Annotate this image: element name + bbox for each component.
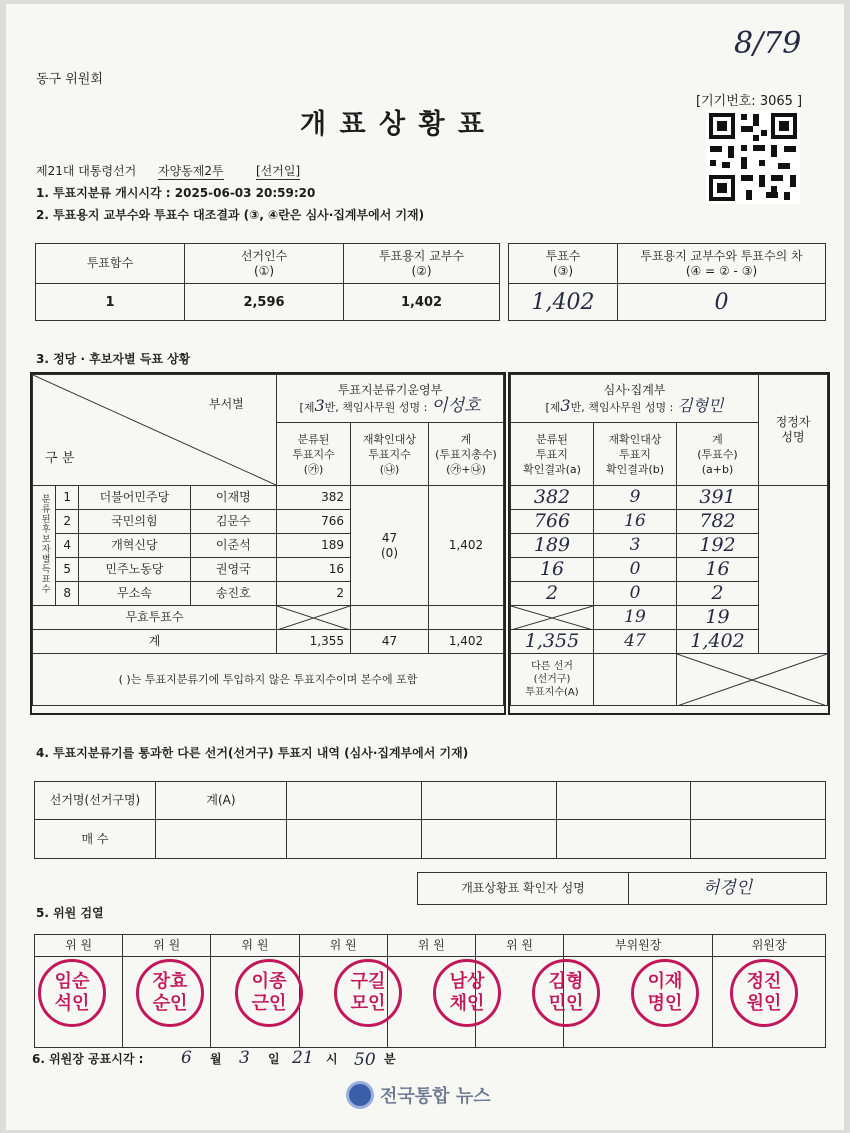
page-number: 8/79 bbox=[734, 26, 802, 61]
row-b: 3 bbox=[594, 534, 677, 558]
sorter-staff-mid: 반, 책임사무원 성명 : bbox=[324, 400, 428, 414]
header-electors-number: (①) bbox=[253, 263, 275, 278]
row-b: 9 bbox=[594, 486, 677, 510]
row-ab: 391 bbox=[677, 486, 759, 510]
member-label: 위 원 bbox=[35, 935, 123, 957]
vice-chair-label: 부위원장 bbox=[564, 935, 713, 957]
member-label: 위 원 bbox=[475, 935, 563, 957]
confirm-table bbox=[417, 872, 827, 905]
row-party: 민주노동당 bbox=[79, 558, 190, 582]
sum-label: 계 bbox=[33, 630, 277, 654]
invalid-empty bbox=[351, 606, 429, 630]
sorter-section bbox=[30, 372, 506, 715]
cross-out-icon bbox=[277, 606, 350, 630]
invalid-label: 무효투표수 bbox=[33, 606, 277, 630]
side-label-text: 분류된후보자별득표수 bbox=[39, 493, 50, 594]
district-name: 자양동제2투 bbox=[158, 164, 224, 178]
blank-cell bbox=[421, 782, 556, 820]
row-candidate: 김문수 bbox=[190, 510, 276, 534]
item-2-heading: 2. 투표용지 교부수와 투표수 대조결과 (③, ④란은 심사·집계부에서 기재) bbox=[36, 208, 425, 222]
row-sorted: 16 bbox=[277, 558, 351, 582]
row-candidate: 이재명 bbox=[190, 486, 276, 510]
review-dept-label: 심사·집계부 bbox=[603, 382, 666, 397]
row-sorted: 382 bbox=[277, 486, 351, 510]
day-unit: 일 bbox=[268, 1052, 280, 1066]
publish-minute: 50 bbox=[354, 1050, 376, 1070]
row-party: 더불어민주당 bbox=[79, 486, 190, 510]
month-unit: 월 bbox=[210, 1052, 222, 1066]
votes-table bbox=[508, 243, 826, 321]
header-r-total: 계 (투표수) (a+b) bbox=[677, 423, 759, 486]
row-sorted: 766 bbox=[277, 510, 351, 534]
row-sorted: 2 bbox=[277, 582, 351, 606]
member-seal: 이종 근인 bbox=[235, 959, 303, 1027]
header-total: 계 (투표지총수) (㉮+㉯) bbox=[429, 423, 504, 486]
header-corrector: 정정자 성명 bbox=[759, 375, 828, 486]
sum-ab: 1,402 bbox=[677, 630, 759, 654]
header-recheck: 재확인대상 투표지수 (㉯) bbox=[351, 423, 429, 486]
review-table bbox=[510, 374, 828, 706]
row-ab: 192 bbox=[677, 534, 759, 558]
qr-code-icon bbox=[706, 110, 800, 204]
other-ballots-value bbox=[594, 654, 677, 706]
header-votes bbox=[509, 244, 618, 284]
publish-hour: 21 bbox=[292, 1048, 314, 1068]
blank-cell bbox=[556, 782, 691, 820]
chair-seal: 정진 원인 bbox=[730, 959, 798, 1027]
header-boxes: 투표함수 bbox=[36, 244, 185, 284]
sorter-table bbox=[32, 374, 504, 706]
confirm-label: 개표상황표 확인자 성명 bbox=[418, 873, 629, 905]
review-staff-prefix: [제 bbox=[545, 400, 561, 414]
row-b: 0 bbox=[594, 582, 677, 606]
invalid-crossed bbox=[277, 606, 351, 630]
watermark-text: 전국통합 뉴스 bbox=[380, 1086, 491, 1107]
review-dept-header bbox=[511, 375, 759, 423]
member-seal: 남상 채인 bbox=[433, 959, 501, 1027]
invalid-empty bbox=[429, 606, 504, 630]
electors-table bbox=[35, 243, 500, 321]
page-title: 개 표 상 황 표 bbox=[300, 109, 487, 140]
recheck-merged bbox=[351, 486, 429, 606]
gubun-label: 구 분 bbox=[45, 451, 75, 466]
sum-total: 1,402 bbox=[429, 630, 504, 654]
minute-unit: 분 bbox=[384, 1052, 396, 1066]
machine-number: [기기번호: 3065 ] bbox=[696, 94, 803, 109]
review-staff-name: 김형민 bbox=[677, 395, 724, 415]
row-no: 1 bbox=[56, 486, 79, 510]
item-4-heading: 4. 투표지분류기를 통과한 다른 선거(선거구) 투표지 내역 (심사·집계부에서 기재) bbox=[36, 746, 469, 760]
side-label bbox=[33, 486, 56, 606]
value-issued: 1,402 bbox=[344, 284, 500, 321]
row-a: 16 bbox=[511, 558, 594, 582]
row-party: 무소속 bbox=[79, 582, 190, 606]
sum-b: 47 bbox=[594, 630, 677, 654]
confirm-signature: 허경인 bbox=[629, 873, 827, 905]
item-1-start-time: 1. 투표지분류 개시시각 : 2025-06-03 20:59:20 bbox=[36, 186, 316, 200]
recheck-paren-value: (0) bbox=[381, 545, 398, 560]
other-ballots-crossed bbox=[677, 654, 828, 706]
header-diff-label: 투표용지 교부수와 투표수의 차 bbox=[640, 248, 803, 263]
row-no: 4 bbox=[56, 534, 79, 558]
value-electors: 2,596 bbox=[185, 284, 344, 321]
member-label: 위 원 bbox=[299, 935, 387, 957]
invalid-ab: 19 bbox=[677, 606, 759, 630]
review-team-number: 3 bbox=[560, 395, 571, 415]
header-sorted: 분류된 투표지수 (㉮) bbox=[277, 423, 351, 486]
sum-a: 1,355 bbox=[511, 630, 594, 654]
diagonal-line bbox=[33, 375, 276, 485]
sum-sorted: 1,355 bbox=[277, 630, 351, 654]
row-candidate: 이준석 bbox=[190, 534, 276, 558]
row-a: 766 bbox=[511, 510, 594, 534]
member-label: 위 원 bbox=[123, 935, 211, 957]
cross-out-icon bbox=[677, 654, 827, 706]
cross-out-icon bbox=[511, 606, 593, 630]
member-label: 위 원 bbox=[211, 935, 299, 957]
sorter-staff-prefix: [제 bbox=[299, 400, 315, 414]
corrector-cell bbox=[759, 486, 828, 654]
blank-cell bbox=[691, 820, 826, 859]
org-name: 동구 위원회 bbox=[36, 72, 103, 87]
document-page bbox=[6, 4, 844, 1130]
header-diff-formula: (④ = ② - ③) bbox=[685, 263, 758, 278]
row-a: 2 bbox=[511, 582, 594, 606]
row-ab: 16 bbox=[677, 558, 759, 582]
member-seal: 장효 순인 bbox=[136, 959, 204, 1027]
row-ab: 782 bbox=[677, 510, 759, 534]
note: ( )는 투표지분류기에 투입하지 않은 투표지수이며 본수에 포함 bbox=[33, 654, 504, 706]
day-label: [선거일] bbox=[256, 164, 301, 178]
total-merged: 1,402 bbox=[429, 486, 504, 606]
blank-cell bbox=[287, 782, 422, 820]
watermark-logo-icon bbox=[346, 1081, 374, 1109]
review-section bbox=[508, 372, 830, 715]
watermark bbox=[346, 1081, 491, 1109]
blank-cell bbox=[421, 820, 556, 859]
sorter-dept-header bbox=[277, 375, 504, 423]
header-issued-label: 투표용지 교부수 bbox=[379, 248, 464, 263]
row-a: 382 bbox=[511, 486, 594, 510]
row-candidate: 권영국 bbox=[190, 558, 276, 582]
row-sorted: 189 bbox=[277, 534, 351, 558]
header-issued-number: (②) bbox=[411, 263, 432, 278]
invalid-r-crossed bbox=[511, 606, 594, 630]
header-electors bbox=[185, 244, 344, 284]
item-6-label: 6. 위원장 공표시각 : bbox=[32, 1052, 144, 1066]
item-3-heading: 3. 정당 · 후보자별 득표 상황 bbox=[36, 352, 191, 366]
recheck-merged-value: 47 bbox=[381, 530, 398, 545]
blank-cell bbox=[156, 820, 287, 859]
review-staff-mid: 반, 책임사무원 성명 : bbox=[570, 400, 674, 414]
row-no: 2 bbox=[56, 510, 79, 534]
election-name: 제21대 대통령선거 bbox=[36, 164, 137, 178]
sorter-dept-label: 투표지분류기운영부 bbox=[337, 382, 443, 397]
value-votes: 1,402 bbox=[509, 284, 618, 321]
sorter-team-number: 3 bbox=[314, 395, 325, 415]
blank-cell bbox=[287, 820, 422, 859]
member-seal: 임순 석인 bbox=[38, 959, 106, 1027]
value-diff: 0 bbox=[618, 284, 826, 321]
chair-label: 위원장 bbox=[713, 935, 826, 957]
row-b: 0 bbox=[594, 558, 677, 582]
header-votes-number: (③) bbox=[552, 263, 574, 278]
other-ballots-table bbox=[34, 781, 826, 859]
row-candidate: 송진호 bbox=[190, 582, 276, 606]
member-seal: 구길 모인 bbox=[334, 959, 402, 1027]
item-5-heading: 5. 위원 검열 bbox=[36, 906, 104, 920]
row-no: 8 bbox=[56, 582, 79, 606]
header-issued bbox=[344, 244, 500, 284]
vice-chair-seal: 이재 명인 bbox=[631, 959, 699, 1027]
member-label: 위 원 bbox=[387, 935, 475, 957]
member-seal: 김형 민인 bbox=[532, 959, 600, 1027]
other-ballots-label: 다른 선거 (선거구) 투표지수(A) bbox=[511, 654, 594, 706]
row-ab: 2 bbox=[677, 582, 759, 606]
header-votes-label: 투표수 bbox=[545, 248, 581, 263]
header-r-recheck: 재확인대상 투표지 확인결과(b) bbox=[594, 423, 677, 486]
invalid-b: 19 bbox=[594, 606, 677, 630]
header-electors-label: 선거인수 bbox=[240, 248, 288, 263]
dept-label: 부서별 bbox=[209, 397, 244, 411]
sorter-staff-name: 이성호 bbox=[431, 395, 481, 416]
sum-recheck: 47 bbox=[351, 630, 429, 654]
value-boxes: 1 bbox=[36, 284, 185, 321]
publish-month: 6 bbox=[181, 1048, 192, 1068]
blank-cell bbox=[691, 782, 826, 820]
header-diff bbox=[618, 244, 826, 284]
row-party: 국민의힘 bbox=[79, 510, 190, 534]
corner-cell bbox=[33, 375, 277, 486]
row-party: 개혁신당 bbox=[79, 534, 190, 558]
hour-unit: 시 bbox=[326, 1052, 338, 1066]
row-no: 5 bbox=[56, 558, 79, 582]
count-label: 매 수 bbox=[35, 820, 156, 859]
blank-cell bbox=[556, 820, 691, 859]
header-r-sorted: 분류된 투표지 확인결과(a) bbox=[511, 423, 594, 486]
publish-day: 3 bbox=[239, 1048, 250, 1068]
header-election-name: 선거명(선거구명) bbox=[35, 782, 156, 820]
header-total-a: 계(A) bbox=[156, 782, 287, 820]
row-b: 16 bbox=[594, 510, 677, 534]
row-a: 189 bbox=[511, 534, 594, 558]
